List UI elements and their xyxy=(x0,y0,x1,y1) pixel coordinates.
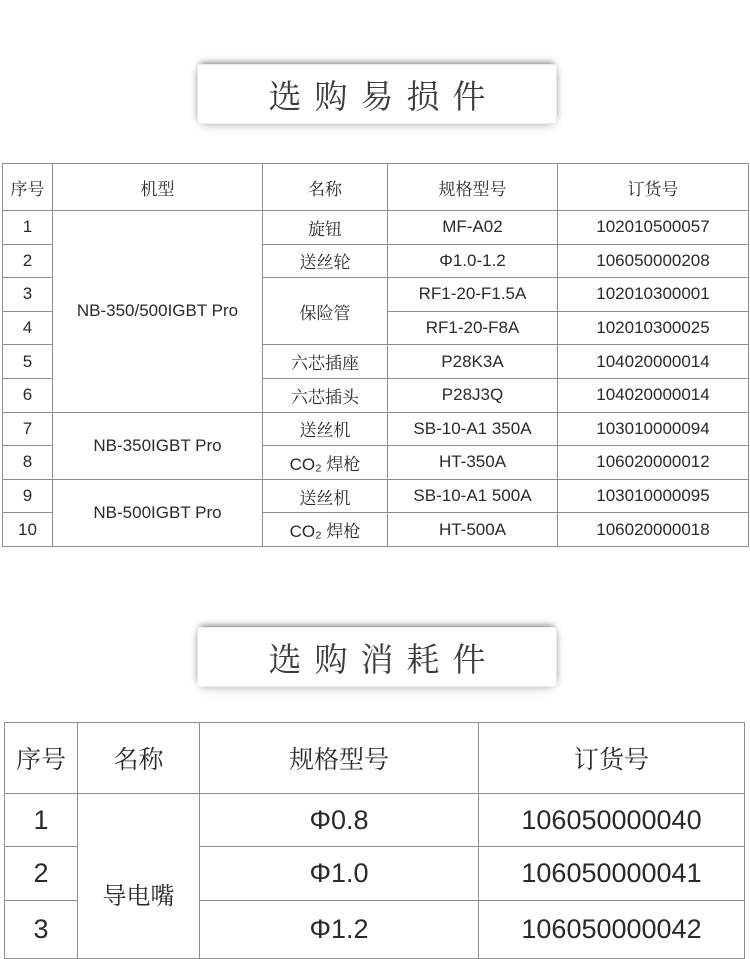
cell-spec: P28J3Q xyxy=(388,378,558,412)
cell-spec: HT-350A xyxy=(388,446,558,480)
col-header-name: 名称 xyxy=(263,164,388,211)
col-header-order: 订货号 xyxy=(479,723,745,794)
cell-order: 103010000095 xyxy=(558,479,749,513)
cell-model: NB-350/500IGBT Pro xyxy=(53,211,263,413)
consumables-table xyxy=(4,722,745,959)
cell-name: 保险管 xyxy=(263,278,388,345)
cell-no: 1 xyxy=(5,794,78,847)
cell-order: 106020000018 xyxy=(558,513,749,547)
cell-spec: Φ1.2 xyxy=(200,901,479,959)
cell-name: CO₂ 焊枪 xyxy=(263,513,388,547)
cell-spec: P28K3A xyxy=(388,345,558,379)
cell-order: 106050000041 xyxy=(479,847,745,901)
cell-order: 106020000012 xyxy=(558,446,749,480)
cell-spec: MF-A02 xyxy=(388,211,558,245)
cell-no: 9 xyxy=(3,479,53,513)
table-row xyxy=(3,412,749,446)
table-row xyxy=(5,794,745,847)
cell-name: 送丝机 xyxy=(263,479,388,513)
cell-order: 104020000014 xyxy=(558,378,749,412)
cell-model: NB-500IGBT Pro xyxy=(53,479,263,546)
parts-table xyxy=(2,163,749,547)
cell-name: 六芯插座 xyxy=(263,345,388,379)
cell-order: 103010000094 xyxy=(558,412,749,446)
col-header-model: 机型 xyxy=(53,164,263,211)
consumables-header-row xyxy=(5,723,745,794)
consumables-title: 选购消耗件 xyxy=(268,640,499,678)
cell-no: 10 xyxy=(3,513,53,547)
cell-name: 旋钮 xyxy=(263,211,388,245)
cell-spec: Φ1.0 xyxy=(200,847,479,901)
cell-no: 1 xyxy=(3,211,53,245)
consumables-title-card xyxy=(197,627,557,687)
cell-spec: RF1-20-F8A xyxy=(388,311,558,345)
cell-order: 104020000014 xyxy=(558,345,749,379)
parts-header-row xyxy=(3,164,749,211)
cell-name: 送丝轮 xyxy=(263,244,388,278)
cell-name: 六芯插头 xyxy=(263,378,388,412)
col-header-name: 名称 xyxy=(78,723,200,794)
cell-order: 102010300025 xyxy=(558,311,749,345)
cell-order: 102010300001 xyxy=(558,278,749,312)
cell-no: 2 xyxy=(3,244,53,278)
cell-no: 2 xyxy=(5,847,78,901)
cell-spec: SB-10-A1 350A xyxy=(388,412,558,446)
cell-no: 4 xyxy=(3,311,53,345)
cell-spec: RF1-20-F1.5A xyxy=(388,278,558,312)
cell-spec: Φ0.8 xyxy=(200,794,479,847)
cell-spec: HT-500A xyxy=(388,513,558,547)
parts-title: 选购易损件 xyxy=(268,77,499,115)
cell-name: CO₂ 焊枪 xyxy=(263,446,388,480)
cell-spec: Φ1.0-1.2 xyxy=(388,244,558,278)
cell-model: NB-350IGBT Pro xyxy=(53,412,263,479)
cell-spec: SB-10-A1 500A xyxy=(388,479,558,513)
col-header-spec: 规格型号 xyxy=(388,164,558,211)
table-row xyxy=(3,479,749,513)
cell-order: 106050000040 xyxy=(479,794,745,847)
cell-order: 106050000208 xyxy=(558,244,749,278)
parts-title-card xyxy=(197,64,557,124)
table-row xyxy=(3,211,749,245)
cell-no: 3 xyxy=(5,901,78,959)
col-header-index: 序号 xyxy=(3,164,53,211)
cell-no: 6 xyxy=(3,378,53,412)
col-header-order: 订货号 xyxy=(558,164,749,211)
cell-name: 导电嘴 xyxy=(78,794,200,959)
col-header-index: 序号 xyxy=(5,723,78,794)
cell-no: 8 xyxy=(3,446,53,480)
cell-order: 102010500057 xyxy=(558,211,749,245)
cell-name: 送丝机 xyxy=(263,412,388,446)
cell-order: 106050000042 xyxy=(479,901,745,959)
cell-no: 3 xyxy=(3,278,53,312)
cell-no: 5 xyxy=(3,345,53,379)
cell-no: 7 xyxy=(3,412,53,446)
col-header-spec: 规格型号 xyxy=(200,723,479,794)
